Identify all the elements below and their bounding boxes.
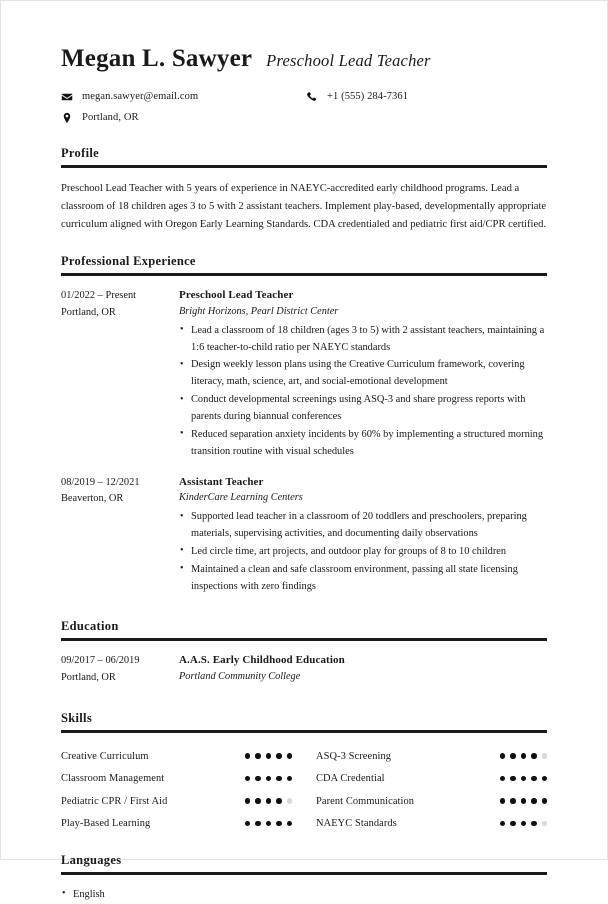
section-profile-heading: Profile: [61, 146, 547, 166]
experience-dates: 08/2019 – 12/2021: [61, 476, 140, 488]
skill-row: [61, 745, 292, 768]
section-experience: [61, 254, 547, 596]
rating-dot-filled: [510, 776, 516, 782]
experience-entry-meta: [61, 475, 179, 597]
rating-dot-filled: [287, 753, 293, 759]
rating-dot-filled: [521, 753, 527, 759]
rating-dot-filled: [245, 821, 251, 827]
experience-bullet: • Lead a classroom of 18 children (ages 3 to 5) with 2 assistant teachers, maintaining a 1:6 teacher-to-child ratio per NAEYC standards: [179, 323, 547, 357]
map-pin-icon: [61, 112, 73, 124]
section-rule: [61, 639, 547, 641]
rating-dot-filled: [245, 776, 251, 782]
skill-rating-dots: [245, 798, 293, 804]
rating-dot-filled: [510, 821, 516, 827]
experience-role: Preschool Lead Teacher: [179, 289, 294, 302]
skill-row: [316, 812, 547, 835]
rating-dot-filled: [542, 798, 548, 804]
experience-entry: [61, 475, 547, 597]
experience-bullets: [179, 509, 547, 595]
experience-bullets: [179, 323, 547, 461]
rating-dot-filled: [287, 821, 293, 827]
section-skills: [61, 711, 547, 835]
rating-dot-filled: [266, 798, 272, 804]
experience-location: Beaverton, OR: [61, 493, 124, 505]
rating-dot-filled: [255, 776, 261, 782]
candidate-job-title: Preschool Lead Teacher: [266, 51, 431, 70]
experience-bullet: • Maintained a clean and safe classroom environment, passing all state licensing inspections with zero findings: [179, 562, 547, 596]
skill-row: [61, 812, 292, 835]
skill-row: [316, 767, 547, 790]
section-experience-heading: Professional Experience: [61, 254, 547, 274]
rating-dot-filled: [255, 753, 261, 759]
section-rule: [61, 166, 547, 168]
experience-entry-meta: [61, 288, 179, 461]
language-item: • English: [61, 887, 547, 904]
experience-location: Portland, OR: [61, 307, 116, 318]
rating-dot-filled: [531, 776, 537, 782]
contact-location: [61, 112, 306, 124]
rating-dot-filled: [521, 798, 527, 804]
section-rule: [61, 731, 547, 733]
experience-bullet: • Conduct developmental screenings using ASQ-3 and share progress reports with parents during biannual conferences: [179, 392, 547, 426]
education-degree: A.A.S. Early Childhood Education: [179, 654, 345, 667]
contact-location-text: Portland, OR: [82, 112, 139, 123]
rating-dot-filled: [531, 821, 537, 827]
rating-dot-filled: [510, 798, 516, 804]
skills-grid: [61, 745, 547, 835]
section-languages-heading: Languages: [61, 853, 547, 873]
section-education: [61, 619, 547, 688]
skill-row: [61, 767, 292, 790]
section-skills-heading: Skills: [61, 711, 547, 731]
envelope-icon: [61, 91, 73, 103]
rating-dot-empty: [542, 753, 548, 759]
rating-dot-filled: [245, 798, 251, 804]
rating-dot-filled: [276, 821, 282, 827]
experience-bullet: • Reduced separation anxiety incidents by 60% by implementing a structured morning transition routine with visual schedules: [179, 427, 547, 461]
rating-dot-filled: [531, 798, 537, 804]
rating-dot-filled: [531, 753, 537, 759]
experience-organization: Bright Horizons, Pearl District Center: [179, 306, 339, 318]
spacer: [61, 609, 547, 619]
experience-bullet: • Design weekly lesson plans using the Creative Curriculum framework, covering literacy, math, science, art, and social-emotional development: [179, 357, 547, 391]
phone-icon: [306, 91, 318, 103]
experience-entry: [61, 288, 547, 461]
skill-rating-dots: [245, 753, 293, 759]
rating-dot-empty: [287, 798, 293, 804]
candidate-name: Megan L. Sawyer: [61, 45, 253, 72]
rating-dot-filled: [287, 776, 293, 782]
rating-dot-filled: [266, 821, 272, 827]
rating-dot-filled: [542, 776, 548, 782]
rating-dot-filled: [510, 753, 516, 759]
section-languages: [61, 853, 547, 904]
education-institution: Portland Community College: [179, 671, 301, 683]
education-dates: 09/2017 – 06/2019: [61, 655, 140, 667]
experience-bullet: • Led circle time, art projects, and outdoor play for groups of 8 to 10 children: [179, 544, 547, 561]
rating-dot-filled: [276, 753, 282, 759]
skill-rating-dots: [500, 776, 548, 782]
skill-name: Pediatric CPR / First Aid: [61, 795, 168, 807]
rating-dot-filled: [266, 753, 272, 759]
contact-phone[interactable]: [306, 91, 547, 103]
spacer: [61, 701, 547, 711]
skill-name: CDA Credential: [316, 773, 385, 785]
section-rule: [61, 873, 547, 875]
rating-dot-filled: [255, 798, 261, 804]
skill-row: [316, 745, 547, 768]
education-location: Portland, OR: [61, 672, 116, 684]
contact-phone-text: +1 (555) 284-7361: [327, 91, 409, 102]
rating-dot-filled: [276, 776, 282, 782]
experience-dates: 01/2022 – Present: [61, 290, 137, 302]
experience-organization: KinderCare Learning Centers: [179, 492, 303, 504]
rating-dot-filled: [500, 753, 506, 759]
skill-name: NAEYC Standards: [316, 818, 397, 830]
rating-dot-filled: [500, 798, 506, 804]
rating-dot-filled: [500, 821, 506, 827]
experience-bullet: • Supported lead teacher in a classroom of 20 toddlers and preschoolers, preparing materials, supervising activities, and documenting daily observations: [179, 509, 547, 543]
rating-dot-filled: [500, 776, 506, 782]
education-entry-body: [179, 653, 547, 688]
experience-role: Assistant Teacher: [179, 475, 264, 488]
skill-name: Creative Curriculum: [61, 750, 149, 762]
skill-name: Parent Communication: [316, 795, 415, 807]
skill-rating-dots: [245, 776, 293, 782]
skill-row: [316, 790, 547, 813]
skill-rating-dots: [500, 753, 548, 759]
rating-dot-filled: [255, 821, 261, 827]
skill-rating-dots: [500, 821, 548, 827]
contact-email[interactable]: [61, 91, 306, 103]
section-education-heading: Education: [61, 619, 547, 639]
skill-rating-dots: [245, 821, 293, 827]
skill-row: [61, 790, 292, 813]
section-profile: [61, 146, 547, 235]
education-entry-meta: [61, 653, 179, 688]
contact-details: [61, 91, 547, 124]
language-list: [61, 887, 547, 904]
experience-entry-body: [179, 475, 547, 597]
contact-email-text: megan.sawyer@email.com: [82, 91, 199, 102]
skill-rating-dots: [500, 798, 548, 804]
section-rule: [61, 274, 547, 276]
resume-header: [61, 45, 547, 73]
education-entry: [61, 653, 547, 688]
experience-entry-body: [179, 288, 547, 461]
rating-dot-filled: [266, 776, 272, 782]
rating-dot-filled: [276, 798, 282, 804]
rating-dot-filled: [521, 821, 527, 827]
skill-name: Classroom Management: [61, 773, 165, 785]
rating-dot-filled: [521, 776, 527, 782]
skill-name: Play-Based Learning: [61, 818, 151, 830]
profile-summary-text: Preschool Lead Teacher with 5 years of experience in NAEYC-accredited early childhood programs. Lead a classroom of 18 children ages 3 to 5 with 2 assistant teachers. Implement play-based, developmentally appropriate curriculum aligned with Oregon Early Learning Standards. CDA credentialed and pediatric first aid/CPR certified.: [61, 182, 547, 230]
rating-dot-filled: [245, 753, 251, 759]
skill-name: ASQ-3 Screening: [316, 750, 392, 762]
rating-dot-empty: [542, 821, 548, 827]
